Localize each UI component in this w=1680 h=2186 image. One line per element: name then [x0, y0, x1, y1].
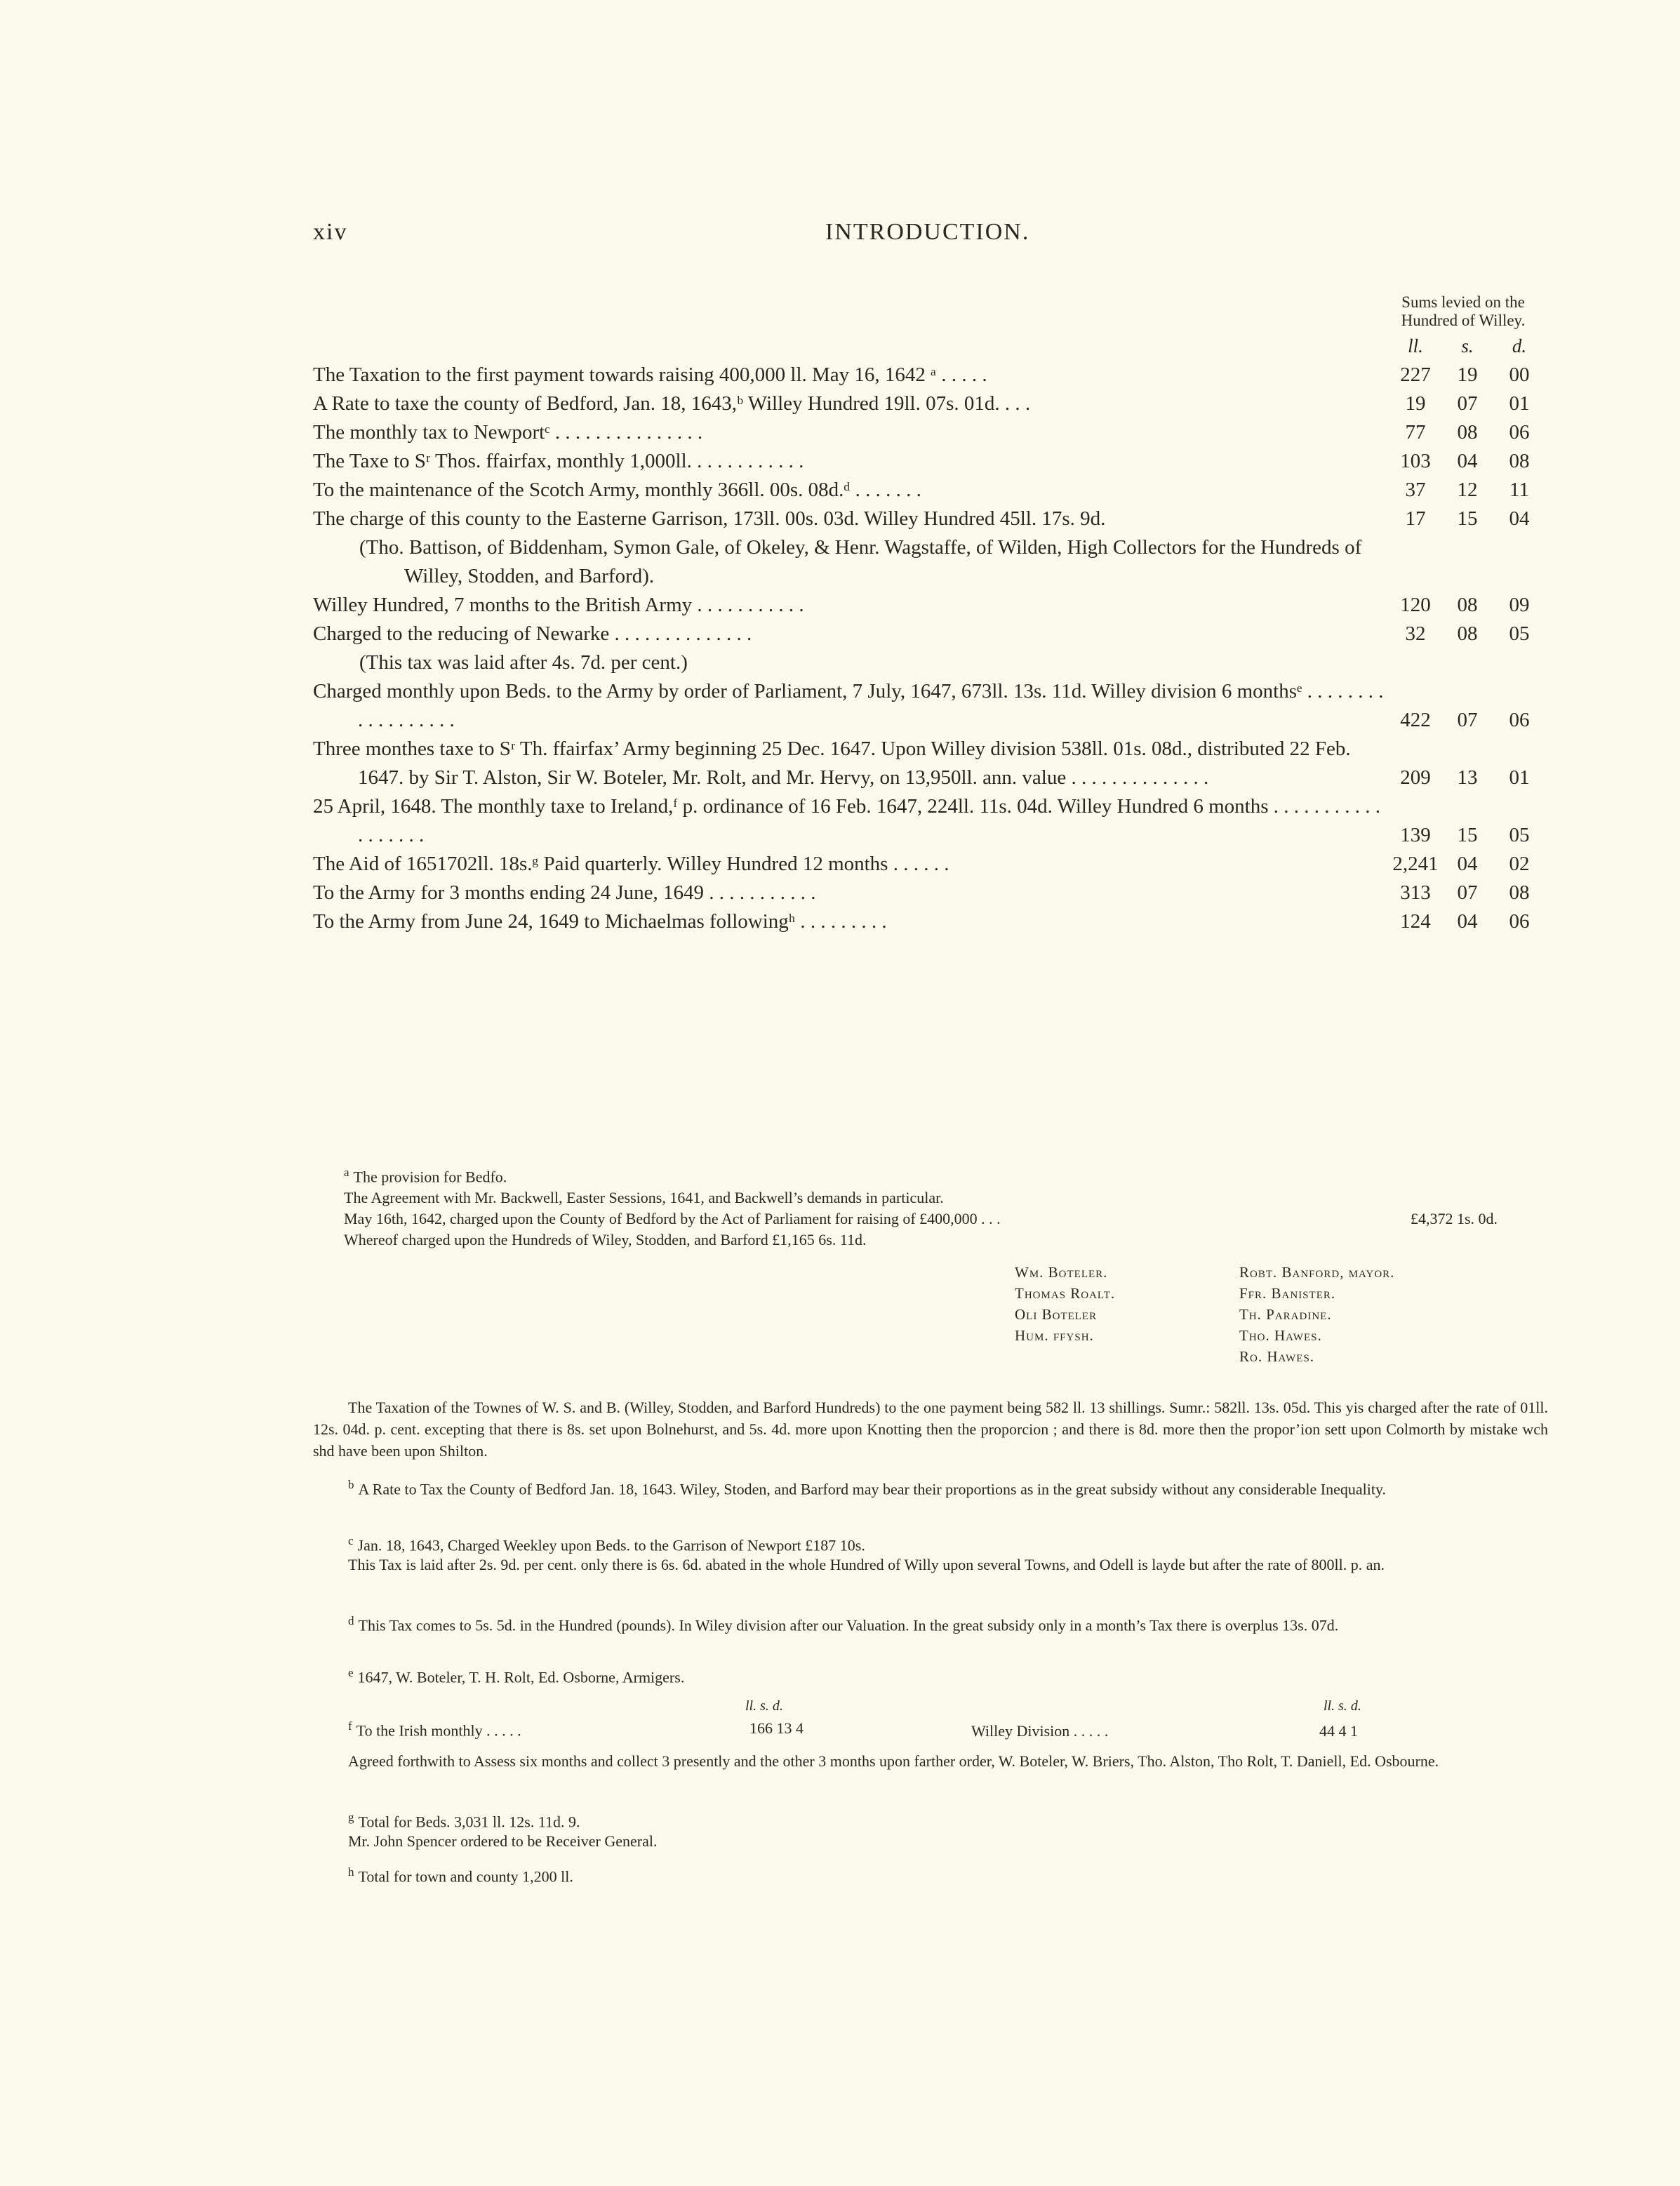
- amount-pence: 00: [1509, 364, 1530, 386]
- amount-pence: 11: [1509, 479, 1529, 501]
- entry-amount: [1387, 821, 1597, 850]
- footnote-f-label-left: To the Irish monthly . . . . .: [356, 1721, 521, 1740]
- footnote-a-paragraph: The Taxation of the Townes of W. S. and B. (Willey, Stodden, and Barford Hundreds) to the one payment being 582 ll. 13 shillings. Sumr.: 582ll. 13s. 05d. This yis charged after the rate of 01ll. 12s. 04d. p. cent. excepting that there is 8s. set upon Bolnehurst, and 5s. 4d. more upon Knotting then the proporcion ; and there is 8d. more then the propor’ion sett upon Colmorth by mistake wch shd have been upon Shilton.: [313, 1399, 1548, 1460]
- amount-shillings: 08: [1457, 594, 1478, 616]
- footnote-d: [313, 1610, 1548, 1636]
- amount-pounds: 19: [1405, 392, 1426, 415]
- entry-amount: [1387, 620, 1597, 648]
- amount-pounds: 17: [1405, 507, 1426, 530]
- footnote-marker: e: [348, 1666, 354, 1679]
- footnote-text: The provision for Bedfo.: [353, 1168, 507, 1186]
- tax-entry: [313, 879, 1530, 907]
- amount-pence: 06: [1509, 910, 1530, 933]
- signatories-right: [1239, 1262, 1394, 1367]
- footnote-text: Total for town and county 1,200 ll.: [358, 1867, 573, 1886]
- amount-pence: 01: [1509, 392, 1530, 415]
- footnote-f-text: Agreed forthwith to Assess six months and collect 3 presently and the other 3 months upon farther order, W. Boteler, W. Briers, Tho. Alston, Tho Rolt, T. Daniell, Ed. Osbourne.: [348, 1752, 1439, 1770]
- entry-text: The Aid of 1651702ll. 18s.ᵍ Paid quarterly. Willey Hundred 12 months . . . . . .: [313, 853, 949, 875]
- footnote-f-line: [348, 1719, 521, 1740]
- amount-pence: 08: [1509, 881, 1530, 904]
- tax-entry: [313, 476, 1529, 505]
- entry-amount: [1387, 879, 1597, 907]
- amount-shillings: 12: [1457, 479, 1478, 501]
- amount-pence: 09: [1509, 594, 1530, 616]
- footnote-marker: f: [348, 1719, 352, 1733]
- amount-shillings: 04: [1457, 450, 1478, 472]
- footnote-c-continued: This Tax is laid after 2s. 9d. per cent. only there is 6s. 6d. abated in the whole Hundred of Willy upon several Towns, and Odell is layde but after the rate of 800ll. p. an.: [348, 1556, 1385, 1573]
- footnote-text: Total for Beds. 3,031 ll. 12s. 11d. 9.: [358, 1813, 580, 1831]
- footnote-c: [313, 1530, 1548, 1556]
- amount-pence: 08: [1509, 450, 1530, 472]
- amount-shillings: 04: [1457, 910, 1478, 933]
- footnote-f-label-right: Willey Division . . . . .: [971, 1722, 1109, 1740]
- tax-entry: [313, 505, 1530, 533]
- amount-shillings: 04: [1457, 853, 1478, 875]
- footnote-marker: b: [348, 1478, 354, 1491]
- amount-shillings: 19: [1457, 364, 1478, 386]
- amount-pounds: 77: [1405, 421, 1426, 444]
- entry-amount: [1387, 361, 1597, 389]
- tax-entry: [313, 389, 1530, 418]
- footnote-a-line4: Whereof charged upon the Hundreds of Wiley, Stodden, and Barford £1,165 6s. 11d.: [344, 1231, 867, 1249]
- entry-amount: [1387, 389, 1597, 418]
- amount-pence: 05: [1509, 824, 1530, 846]
- entry-amount: [1387, 418, 1597, 447]
- footnote-g: [313, 1806, 1548, 1832]
- entry-text: 25 April, 1648. The monthly taxe to Ireland,ᶠ p. ordinance of 16 Feb. 1647, 224ll. 11s. 04d. Willey Hundred 6 months . . . . . . . . . . . . . . . . . .: [313, 795, 1381, 846]
- amount-pounds: 422: [1400, 709, 1431, 731]
- amount-pounds: 2,241: [1392, 853, 1439, 875]
- amount-pounds: 124: [1400, 910, 1431, 933]
- entry-amount: [1387, 907, 1597, 936]
- entry-amount: [1387, 706, 1597, 735]
- entry-amount: [1387, 764, 1597, 792]
- entry-amount: [1387, 850, 1597, 879]
- entry-amount: [1387, 505, 1597, 533]
- tax-entries: [313, 361, 1530, 936]
- signatory: Th. Paradine.: [1239, 1306, 1332, 1323]
- tax-entry: [313, 792, 1530, 850]
- column-heading-line1: Sums levied on the: [1401, 293, 1525, 311]
- entry-amount: [1387, 591, 1597, 620]
- amount-pounds: 37: [1405, 479, 1426, 501]
- signatory: Wm. Boteler.: [1015, 1264, 1108, 1281]
- entry-text: (Tho. Battison, of Biddenham, Symon Gale, of Okeley, & Henr. Wagstaffe, of Wilden, High Collectors for the Hundreds of Willey, Stodden, and Barford).: [359, 536, 1362, 587]
- amount-pounds: 209: [1400, 766, 1431, 789]
- amount-pounds: 103: [1400, 450, 1431, 472]
- amount-shillings: 15: [1457, 824, 1478, 846]
- footnote-text: Jan. 18, 1643, Charged Weekley upon Beds. to the Garrison of Newport £187 10s.: [357, 1536, 865, 1554]
- amount-pence: 06: [1509, 709, 1530, 731]
- tax-entry: [313, 361, 1530, 389]
- tax-entry: [313, 591, 1530, 620]
- tax-entry: [313, 907, 1530, 936]
- amount-pounds: 120: [1400, 594, 1431, 616]
- entry-text: Charged monthly upon Beds. to the Army by order of Parliament, 7 July, 1647, 673ll. 13s. 11d. Willey division 6 monthsᵉ . . . . . . . . . . . . . . . . . .: [313, 680, 1384, 731]
- amount-shillings: 13: [1457, 766, 1478, 789]
- footnote-text: This Tax comes to 5s. 5d. in the Hundred (pounds). In Wiley division after our Valuation. In the great subsidy only in a month’s Tax there is overplus 13s. 07d.: [358, 1616, 1339, 1634]
- footnote-a-line1: [344, 1162, 1551, 1187]
- entry-text: The monthly tax to Newportᶜ . . . . . . . . . . . . . . .: [313, 421, 703, 444]
- entry-text: To the Army from June 24, 1649 to Michaelmas followingʰ . . . . . . . . .: [313, 910, 887, 933]
- entry-text: To the Army for 3 months ending 24 June, 1649 . . . . . . . . . . .: [313, 881, 816, 904]
- footnote-f-amount-left: 166 13 4: [749, 1719, 804, 1737]
- entry-text: A Rate to taxe the county of Bedford, Jan. 18, 1643,ᵇ Willey Hundred 19ll. 07s. 01d. . . .: [313, 392, 1031, 415]
- footnote-e: [313, 1662, 1548, 1688]
- footnote-f-amount-right: 44 4 1: [1319, 1722, 1358, 1740]
- amount-pounds: 139: [1400, 824, 1431, 846]
- unit-pence: d.: [1512, 335, 1527, 356]
- tax-entry: [313, 735, 1530, 792]
- amount-pence: 04: [1509, 507, 1530, 530]
- column-heading-line2: Hundred of Willey.: [1401, 312, 1526, 329]
- footnote-text: 1647, W. Boteler, T. H. Rolt, Ed. Osborne, Armigers.: [357, 1668, 685, 1686]
- amount-shillings: 07: [1457, 881, 1478, 904]
- amount-pence: 02: [1509, 853, 1530, 875]
- signatory: Hum. ffysh.: [1015, 1327, 1094, 1344]
- entry-text: Three monthes taxe to Sʳ Th. ffairfax’ Army beginning 25 Dec. 1647. Upon Willey division 538ll. 01s. 08d., distributed 22 Feb. 1647. by Sir T. Alston, Sir W. Boteler, Mr. Rolt, and Mr. Hervy, on 13,950ll. ann. value . . . . . . . . . . . . . .: [313, 738, 1351, 789]
- signatory: Ffr. Banister.: [1239, 1285, 1336, 1302]
- footnote-f-units-right: ll. s. d.: [1324, 1698, 1361, 1714]
- signatory: Oli Boteler: [1015, 1306, 1098, 1323]
- amount-shillings: 07: [1457, 709, 1478, 731]
- tax-entry: [313, 620, 1530, 648]
- entry-text: The charge of this county to the Easterne Garrison, 173ll. 00s. 03d. Willey Hundred 45ll. 17s. 9d.: [313, 507, 1106, 530]
- amount-pence: 05: [1509, 622, 1530, 645]
- tax-entry: [313, 447, 1530, 476]
- entry-note: [313, 533, 1387, 591]
- footnote-marker: c: [348, 1534, 354, 1547]
- amount-shillings: 08: [1457, 421, 1478, 444]
- entry-amount: [1387, 476, 1597, 505]
- unit-shillings: s.: [1461, 335, 1474, 356]
- amount-pence: 01: [1509, 766, 1530, 789]
- footnote-marker: g: [348, 1811, 354, 1824]
- footnote-b: [313, 1474, 1548, 1500]
- footnote-marker: h: [348, 1865, 354, 1879]
- entry-text: The Taxation to the first payment towards raising 400,000 ll. May 16, 1642 ᵃ . . . . .: [313, 364, 987, 386]
- amount-shillings: 08: [1457, 622, 1478, 645]
- column-heading: [1375, 293, 1551, 330]
- page-title: INTRODUCTION.: [825, 219, 1030, 245]
- footnote-a-line3: [344, 1208, 1551, 1229]
- entry-text: Charged to the reducing of Newarke . . . . . . . . . . . . . .: [313, 622, 752, 645]
- unit-pounds: ll.: [1408, 335, 1423, 356]
- footnote-text: A Rate to Tax the County of Bedford Jan. 18, 1643. Wiley, Stoden, and Barford may bear their proportions as in the great subsidy without any considerable Inequality.: [358, 1480, 1387, 1498]
- footnote-a: [344, 1162, 1551, 1251]
- entry-text: (This tax was laid after 4s. 7d. per cent.): [359, 651, 688, 674]
- entry-text: To the maintenance of the Scotch Army, monthly 366ll. 00s. 08d.ᵈ . . . . . . .: [313, 479, 921, 501]
- footnote-marker: a: [344, 1166, 349, 1179]
- tax-entry: [313, 418, 1530, 447]
- entry-amount: [1387, 447, 1597, 476]
- amount-pence: 06: [1509, 421, 1530, 444]
- amount-pounds: 313: [1400, 881, 1431, 904]
- footnote-g-continued: Mr. John Spencer ordered to be Receiver General.: [348, 1832, 658, 1850]
- signatories-left: [1015, 1262, 1115, 1346]
- footnote-a-line2: The Agreement with Mr. Backwell, Easter Sessions, 1641, and Backwell’s demands in particular.: [344, 1189, 944, 1207]
- signatory: Robt. Banford, mayor.: [1239, 1264, 1395, 1281]
- footnote-f-units-left: ll. s. d.: [745, 1698, 783, 1714]
- amount-pounds: 227: [1400, 364, 1431, 386]
- footnote-text: May 16th, 1642, charged upon the County of Bedford by the Act of Parliament for raising of £400,000 . . .: [344, 1210, 1001, 1228]
- signatory: Thomas Roalt.: [1015, 1285, 1116, 1302]
- entry-note: [313, 648, 1387, 677]
- tax-entry: [313, 850, 1530, 879]
- amount-pounds: 32: [1405, 622, 1426, 645]
- entry-text: Willey Hundred, 7 months to the British Army . . . . . . . . . . .: [313, 594, 804, 616]
- signatory: Ro. Hawes.: [1239, 1348, 1315, 1365]
- amount-shillings: 07: [1457, 392, 1478, 415]
- page-number: xiv: [313, 219, 348, 245]
- tax-entry: [313, 677, 1530, 735]
- footnote-h: [313, 1861, 1548, 1887]
- entry-text: The Taxe to Sʳ Thos. ffairfax, monthly 1,000ll. . . . . . . . . . . .: [313, 450, 804, 472]
- signatory: Tho. Hawes.: [1239, 1327, 1322, 1344]
- amount-shillings: 15: [1457, 507, 1478, 530]
- footnote-a-amount: £4,372 1s. 0d.: [1411, 1210, 1498, 1228]
- footnote-marker: d: [348, 1614, 354, 1627]
